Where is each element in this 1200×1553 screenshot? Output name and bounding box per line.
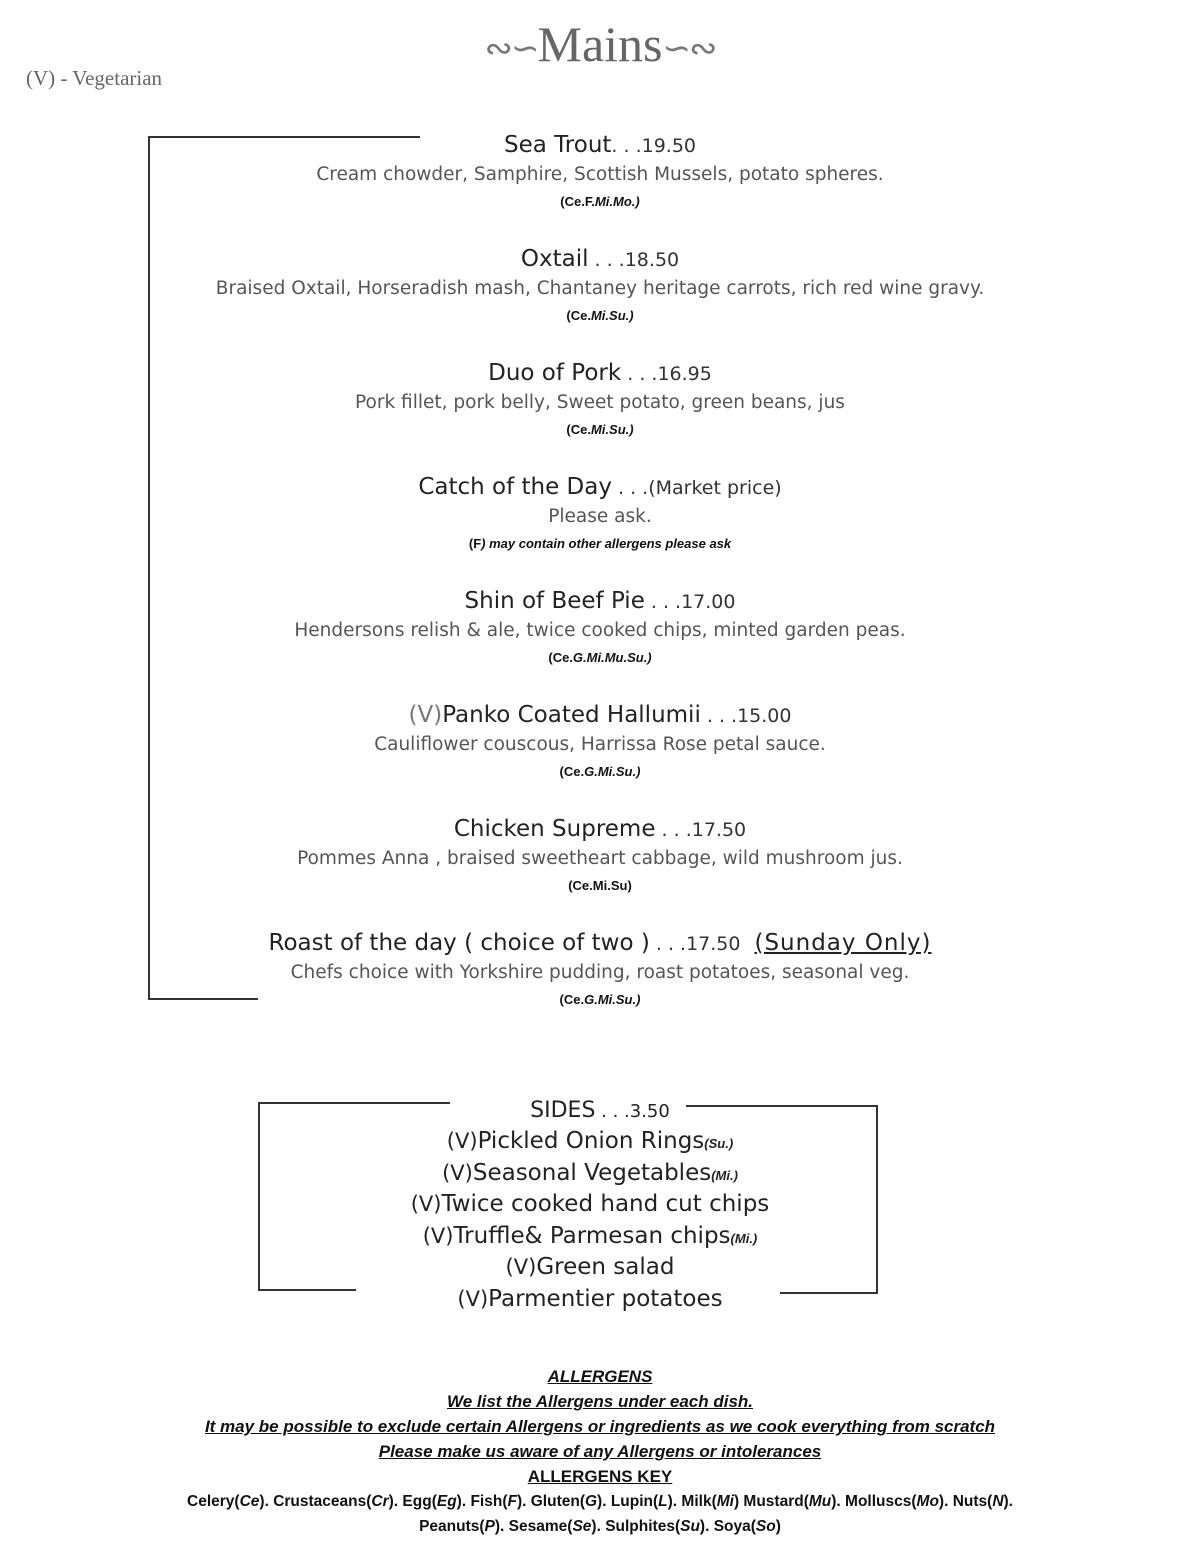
dish-description: Cauliflower couscous, Harrissa Rose petal sauce. — [374, 734, 826, 755]
dish-roast-of-the-day — [150, 928, 1050, 1013]
dish-name: Panko Coated Hallumii — [442, 702, 701, 728]
dish-allergens: (Ce.F.Mi.Mo.) — [560, 194, 640, 209]
dish-price: . . .17.50 — [649, 933, 741, 955]
dish-description: Pork fillet, pork belly, Sweet potato, green beans, jus — [355, 392, 845, 413]
dish-shin-of-beef-pie — [150, 586, 1050, 671]
sides-section — [260, 1096, 940, 1316]
right-flourish-icon: ∽∾ — [662, 30, 716, 68]
dish-allergens: (Ce.Mi.Su.) — [566, 422, 634, 437]
vegetarian-mark: (V) — [408, 702, 443, 728]
dish-name: Catch of the Day — [418, 474, 612, 500]
dish-heading — [150, 130, 1050, 161]
side-item: (V)Seasonal Vegetables(Mi.) — [442, 1159, 738, 1186]
sides-price: . . .3.50 — [595, 1101, 670, 1122]
allergen-key-item: Sulphites(Su). — [605, 1518, 714, 1535]
side-item: (V)Green salad — [505, 1254, 675, 1280]
dish-heading — [150, 700, 1050, 731]
dish-heading — [150, 586, 1050, 617]
allergen-key-item: Sesame(Se). — [508, 1518, 606, 1535]
dish-price: . . .15.00 — [700, 705, 792, 727]
allergen-key-item: Gluten(G). — [530, 1493, 611, 1510]
dish-allergens: (Ce.Mi.Su) — [568, 878, 632, 893]
dish-description: Please ask. — [548, 506, 652, 527]
dish-heading — [150, 244, 1050, 275]
allergens-line-1: We list the Allergens under each dish. — [446, 1392, 754, 1411]
dish-allergens: (Ce.G.Mi.Mu.Su.) — [548, 650, 652, 665]
dish-name: Shin of Beef Pie — [464, 588, 645, 614]
dish-allergens: (Ce.G.Mi.Su.) — [559, 992, 641, 1007]
dish-panko-hallumii — [150, 700, 1050, 785]
allergens-heading: ALLERGENS — [547, 1367, 653, 1386]
dish-heading — [150, 358, 1050, 389]
dish-description: Chefs choice with Yorkshire pudding, roast potatoes, seasonal veg. — [290, 962, 910, 983]
dish-price: . . .17.50 — [655, 819, 747, 841]
allergens-key-title: ALLERGENS KEY — [527, 1467, 673, 1486]
allergen-key-item: Soya(So) — [713, 1518, 781, 1535]
dish-description: Hendersons relish & ale, twice cooked chips, minted garden peas. — [294, 620, 906, 641]
dish-duo-of-pork — [150, 358, 1050, 443]
allergens-key-line-1 — [0, 1489, 1200, 1514]
allergens-key-line-2 — [0, 1514, 1200, 1539]
dish-description: Braised Oxtail, Horseradish mash, Chantaney heritage carrots, rich red wine gravy. — [215, 278, 985, 299]
dish-heading — [150, 928, 1050, 959]
dish-price: . . .18.50 — [588, 249, 680, 271]
sides-title: SIDES — [530, 1098, 596, 1123]
side-item: (V)Pickled Onion Rings(Su.) — [446, 1128, 734, 1154]
allergens-line-3: Please make us aware of any Allergens or intolerances — [378, 1442, 822, 1461]
side-item: (V)Parmentier potatoes — [457, 1285, 723, 1312]
dish-price: . . .17.00 — [644, 591, 736, 613]
allergen-key-item: Milk(Mi) — [681, 1493, 744, 1510]
allergen-key-item: Nuts(N). — [952, 1493, 1013, 1510]
dish-allergens: (Ce.Mi.Su.) — [566, 308, 634, 323]
allergens-footer — [0, 1364, 1200, 1539]
allergen-key-item: Egg(Eg). — [402, 1493, 471, 1510]
side-item: (V)Truffle& Parmesan chips(Mi.) — [422, 1222, 758, 1249]
dish-oxtail — [150, 244, 1050, 329]
dish-name: Chicken Supreme — [453, 816, 656, 842]
dish-name: Roast of the day ( choice of two ) — [268, 930, 650, 956]
sunday-only-note: (Sunday Only) — [754, 930, 932, 956]
allergen-key-item: Molluscs(Mo). — [845, 1493, 953, 1510]
dish-description: Pommes Anna , braised sweetheart cabbage, wild mushroom jus. — [297, 848, 903, 869]
left-flourish-icon: ∾∽ — [484, 30, 538, 68]
allergen-key-item: Crustaceans(Cr). — [273, 1493, 403, 1510]
dish-price: . . .(Market price) — [611, 477, 782, 499]
sides-heading — [260, 1096, 940, 1127]
dish-allergens: (F) may contain other allergens please ask — [468, 536, 732, 551]
allergen-key-item: Mustard(Mu). — [743, 1493, 846, 1510]
allergen-key-item: Fish(F). — [470, 1493, 531, 1510]
dish-name: Sea Trout — [503, 132, 612, 158]
dish-heading — [150, 472, 1050, 503]
dish-heading — [150, 814, 1050, 845]
side-item: (V)Twice cooked hand cut chips — [410, 1191, 770, 1217]
dish-chicken-supreme — [150, 814, 1050, 899]
dish-price: . . .16.95 — [621, 363, 712, 385]
page-title — [0, 14, 1200, 80]
allergen-key-item: Celery(Ce). — [187, 1493, 274, 1510]
dish-name: Duo of Pork — [488, 360, 622, 386]
dish-allergens: (Ce.G.Mi.Su.) — [559, 764, 641, 779]
dish-name: Oxtail — [520, 246, 589, 272]
allergens-line-2: It may be possible to exclude certain Allergens or ingredients as we cook everything from scratch — [204, 1417, 996, 1436]
allergen-key-item: Lupin(L). — [610, 1493, 682, 1510]
dish-sea-trout — [150, 130, 1050, 215]
dish-price: . . .19.50 — [611, 135, 697, 157]
vegetarian-key: (V) - Vegetarian — [26, 66, 163, 90]
dish-catch-of-the-day — [150, 472, 1050, 557]
title-text: Mains — [537, 16, 663, 72]
allergen-key-item: Peanuts(P). — [419, 1518, 509, 1535]
dish-description: Cream chowder, Samphire, Scottish Mussels, potato spheres. — [316, 164, 884, 185]
